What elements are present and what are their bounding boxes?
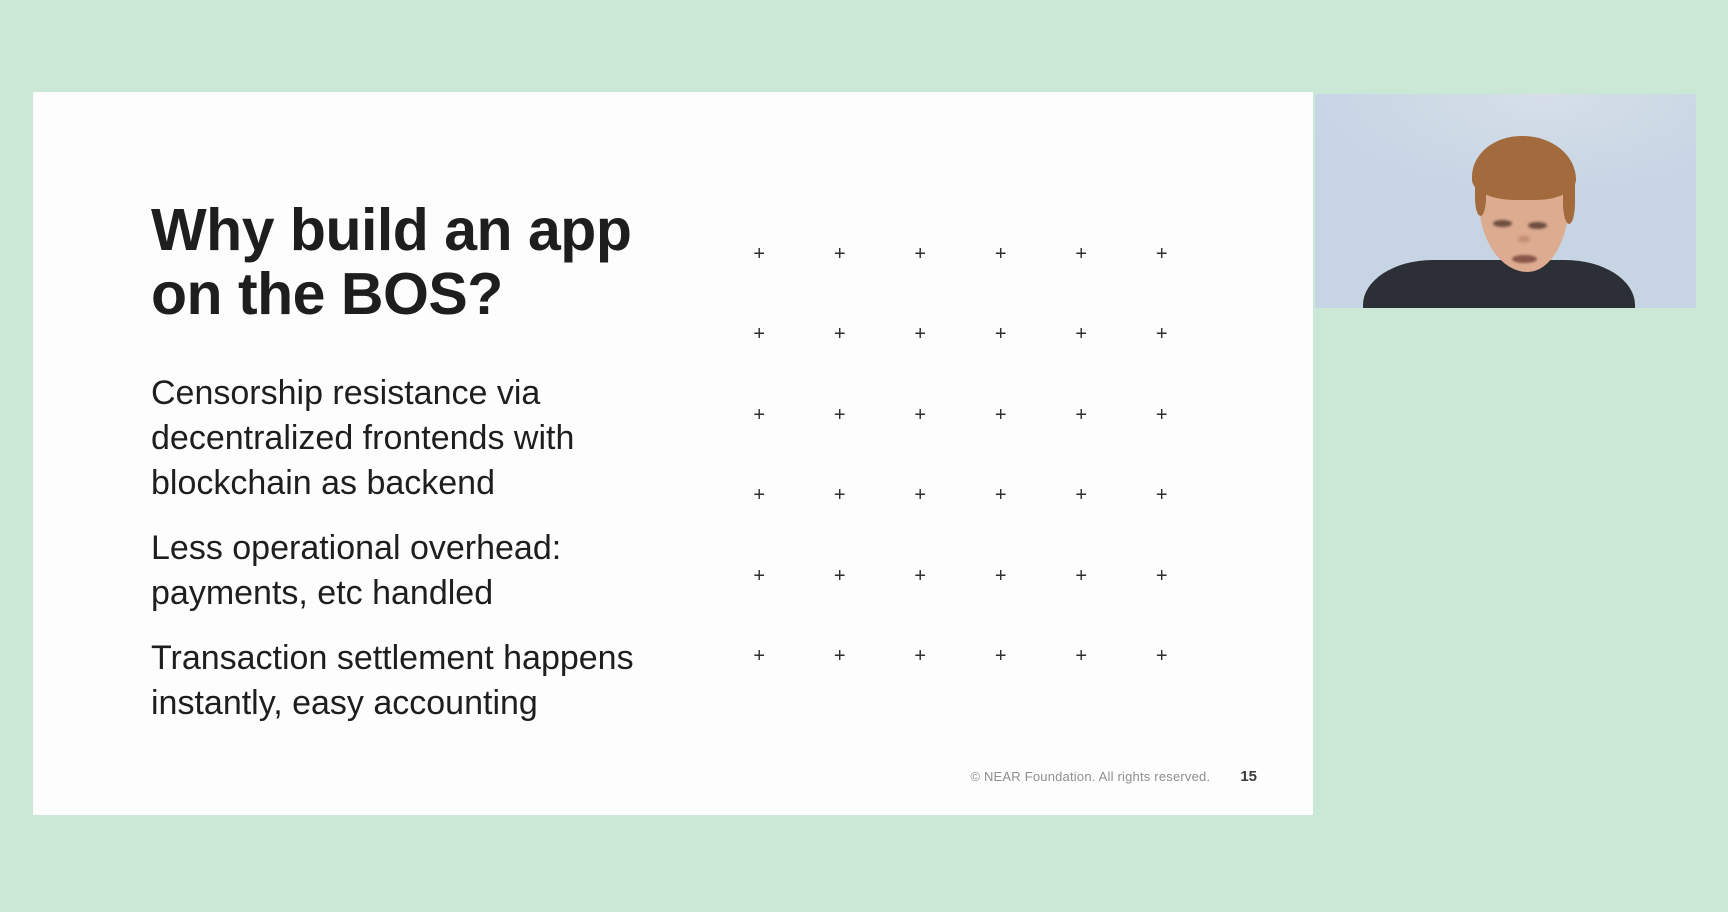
bullet-line: Censorship resistance via xyxy=(151,374,541,412)
presenter-eye-right xyxy=(1528,222,1547,229)
presenter-mouth xyxy=(1512,255,1537,263)
presenter-hair-side-right xyxy=(1563,182,1575,224)
plus-icon: + xyxy=(833,403,846,426)
plus-icon: + xyxy=(914,645,927,668)
page-number: 15 xyxy=(1240,768,1257,785)
plus-decoration-grid xyxy=(719,214,1202,697)
plus-icon: + xyxy=(1075,564,1088,587)
plus-icon: + xyxy=(1075,403,1088,426)
plus-icon: + xyxy=(753,564,766,587)
plus-icon: + xyxy=(753,645,766,668)
plus-icon: + xyxy=(1075,645,1088,668)
slide-title-line: on the BOS? xyxy=(151,261,503,327)
bullet-paragraph xyxy=(151,526,634,616)
plus-icon: + xyxy=(994,484,1007,507)
plus-icon: + xyxy=(994,403,1007,426)
presenter-nose xyxy=(1518,236,1530,242)
plus-icon: + xyxy=(914,564,927,587)
plus-icon: + xyxy=(994,564,1007,587)
plus-icon: + xyxy=(1155,645,1168,668)
copyright-text: © NEAR Foundation. All rights reserved. xyxy=(970,769,1211,784)
plus-icon: + xyxy=(1075,484,1088,507)
presenter-hair xyxy=(1472,136,1576,200)
plus-icon: + xyxy=(914,484,927,507)
plus-icon: + xyxy=(914,242,927,265)
bullet-paragraph xyxy=(151,636,634,726)
bullet-line: Transaction settlement happens xyxy=(151,639,634,677)
plus-icon: + xyxy=(914,403,927,426)
bullet-line: blockchain as backend xyxy=(151,464,496,502)
plus-icon: + xyxy=(914,323,927,346)
plus-icon: + xyxy=(833,564,846,587)
plus-icon: + xyxy=(833,323,846,346)
slide-title-line: Why build an app xyxy=(151,197,632,263)
plus-icon: + xyxy=(753,484,766,507)
plus-icon: + xyxy=(1155,403,1168,426)
slide-canvas xyxy=(33,92,1313,815)
bullet-line: payments, etc handled xyxy=(151,574,494,612)
bullet-line: instantly, easy accounting xyxy=(151,684,538,722)
presenter-eye-left xyxy=(1493,220,1512,227)
plus-icon: + xyxy=(833,242,846,265)
plus-icon: + xyxy=(994,242,1007,265)
plus-icon: + xyxy=(833,484,846,507)
plus-icon: + xyxy=(753,403,766,426)
plus-icon: + xyxy=(1075,242,1088,265)
presenter-hair-side-left xyxy=(1475,180,1486,216)
plus-icon: + xyxy=(753,242,766,265)
plus-icon: + xyxy=(833,645,846,668)
plus-icon: + xyxy=(1155,323,1168,346)
bullet-line: decentralized frontends with xyxy=(151,419,575,457)
plus-icon: + xyxy=(1155,564,1168,587)
slide-title xyxy=(151,198,631,326)
plus-icon: + xyxy=(1155,484,1168,507)
plus-icon: + xyxy=(753,323,766,346)
plus-icon: + xyxy=(994,645,1007,668)
slide-footer xyxy=(970,768,1257,785)
webcam-video xyxy=(1315,94,1696,308)
slide-body-text xyxy=(151,371,634,746)
bullet-paragraph xyxy=(151,371,634,506)
presenter-shirt xyxy=(1363,260,1635,308)
plus-icon: + xyxy=(994,323,1007,346)
plus-icon: + xyxy=(1075,323,1088,346)
plus-icon: + xyxy=(1155,242,1168,265)
bullet-line: Less operational overhead: xyxy=(151,529,562,567)
